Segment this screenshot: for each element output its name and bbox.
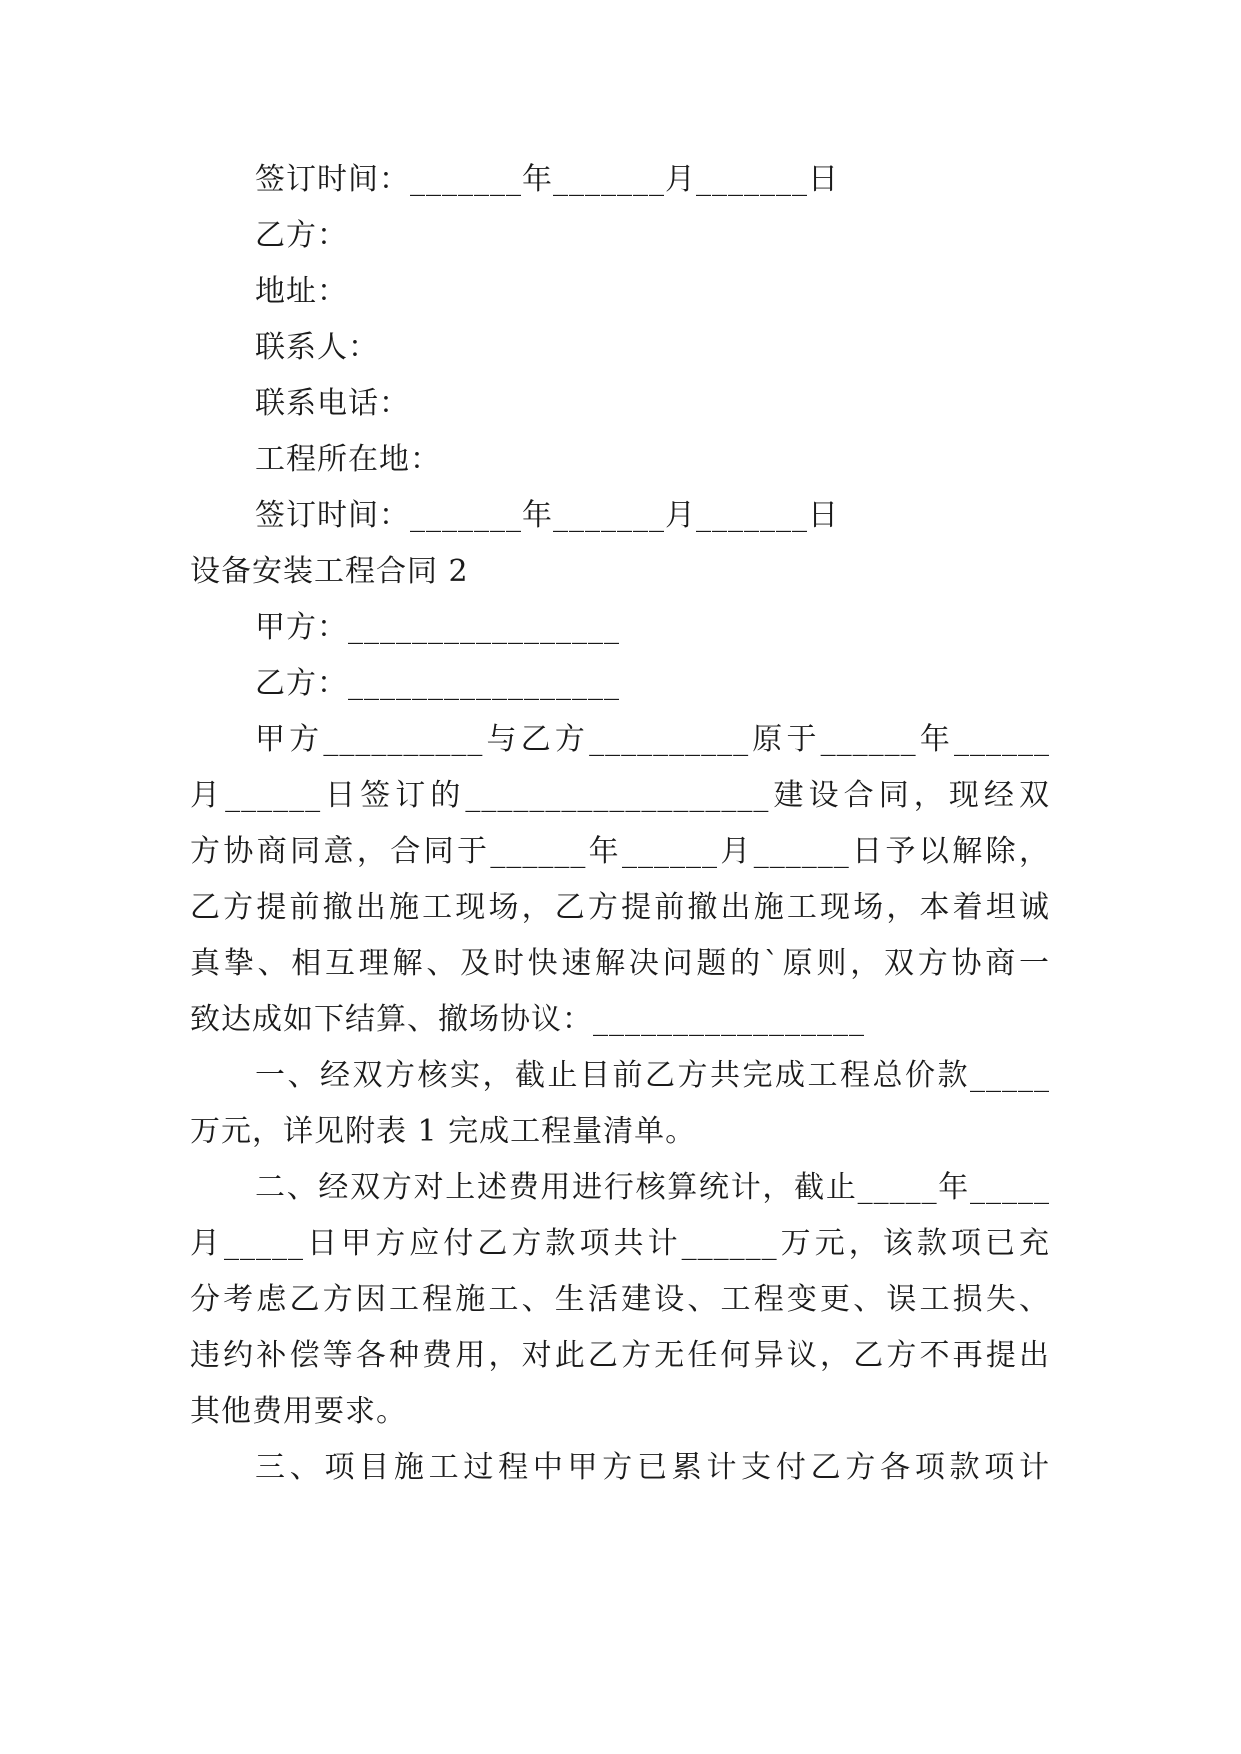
- party-a-field: 甲方：_________________: [255, 610, 620, 645]
- section-heading: 设备安装工程合同 2: [190, 554, 469, 589]
- paragraph-intro-line-1: 甲方__________与乙方__________原于______年______: [255, 722, 1050, 757]
- contact-phone-label: 联系电话：: [255, 386, 410, 421]
- party-b-label: 乙方：: [255, 218, 348, 253]
- clause-2-line-2: 月_____日甲方应付乙方款项共计______万元，该款项已充: [190, 1226, 1050, 1261]
- clause-2-line-4: 违约补偿等各种费用，对此乙方无任何异议，乙方不再提出: [190, 1338, 1050, 1373]
- party-b-field: 乙方：_________________: [255, 666, 620, 701]
- clause-1-line-1: 一、经双方核实，截止目前乙方共完成工程总价款_____: [255, 1058, 1050, 1093]
- clause-2-line-1: 二、经双方对上述费用进行核算统计，截止_____年_____: [255, 1170, 1050, 1205]
- address-label: 地址：: [255, 274, 348, 309]
- clause-2-line-5: 其他费用要求。: [190, 1394, 407, 1429]
- paragraph-intro-line-5: 真挚、相互理解、及时快速解决问题的`原则，双方协商一: [190, 946, 1050, 981]
- paragraph-intro-line-3: 方协商同意，合同于______年______月______日予以解除，: [190, 834, 1050, 869]
- contact-person-label: 联系人：: [255, 330, 379, 365]
- signing-date-line-1: 签订时间：_______年_______月_______日: [255, 162, 839, 197]
- clause-1-line-2: 万元，详见附表 1 完成工程量清单。: [190, 1114, 697, 1149]
- paragraph-intro-line-4: 乙方提前撤出施工现场，乙方提前撤出施工现场，本着坦诚: [190, 890, 1050, 925]
- clause-2-line-3: 分考虑乙方因工程施工、生活建设、工程变更、误工损失、: [190, 1282, 1050, 1317]
- signing-date-line-2: 签订时间：_______年_______月_______日: [255, 498, 839, 533]
- project-location-label: 工程所在地：: [255, 442, 441, 477]
- paragraph-intro-line-6: 致达成如下结算、撤场协议：_________________: [190, 1002, 865, 1037]
- paragraph-intro-line-2: 月______日签订的___________________建设合同，现经双: [190, 778, 1050, 813]
- clause-3-line-1: 三、项目施工过程中甲方已累计支付乙方各项款项计: [255, 1450, 1050, 1485]
